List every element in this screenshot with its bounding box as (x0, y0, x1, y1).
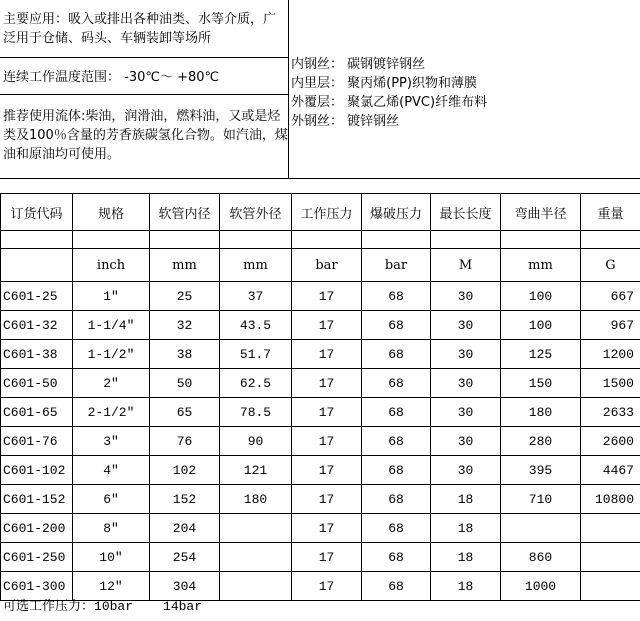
table-cell: 68 (362, 485, 431, 514)
unit-cell: M (431, 249, 501, 282)
table-row (1, 340, 640, 369)
table-cell: 68 (362, 311, 431, 340)
column-header: 软管外径 (220, 194, 292, 231)
table-cell: 12″ (73, 572, 150, 601)
table-cell: 18 (431, 543, 501, 572)
construction-item: 外钢丝： 镀锌钢丝 (291, 114, 400, 129)
table-cell: 32 (150, 311, 220, 340)
order-code-cell: C601-152 (1, 485, 73, 514)
order-code-cell: C601-200 (1, 514, 73, 543)
table-cell (581, 543, 640, 572)
spec-table (0, 193, 640, 601)
info-divider (0, 178, 640, 179)
table-cell: 395 (501, 456, 581, 485)
table-cell: 1″ (73, 282, 150, 311)
table-cell (501, 514, 581, 543)
table-cell: 68 (362, 514, 431, 543)
table-cell: 17 (292, 340, 362, 369)
table-row (1, 282, 640, 311)
table-cell: 3″ (73, 427, 150, 456)
column-header: 规格 (73, 194, 150, 231)
table-cell: 18 (431, 572, 501, 601)
table-cell: 10″ (73, 543, 150, 572)
table-row (1, 311, 640, 340)
table-cell: 18 (431, 485, 501, 514)
order-code-cell: C601-250 (1, 543, 73, 572)
table-cell: 967 (581, 311, 640, 340)
info-divider (0, 94, 288, 95)
table-cell: 1200 (581, 340, 640, 369)
table-cell: 17 (292, 572, 362, 601)
order-code-cell: C601-50 (1, 369, 73, 398)
table-cell: 38 (150, 340, 220, 369)
table-cell: 6″ (73, 485, 150, 514)
unit-cell: bar (292, 249, 362, 282)
column-header: 软管内径 (150, 194, 220, 231)
table-cell: 2633 (581, 398, 640, 427)
unit-cell: bar (362, 249, 431, 282)
order-code-cell: C601-76 (1, 427, 73, 456)
pressure-option: 14bar (163, 599, 203, 614)
table-header-row (1, 194, 640, 231)
order-code-cell: C601-102 (1, 456, 73, 485)
table-cell: 254 (150, 543, 220, 572)
table-cell: 51.7 (220, 340, 292, 369)
table-cell: 4467 (581, 456, 640, 485)
pressure-options (3, 595, 202, 614)
table-cell: 102 (150, 456, 220, 485)
application-text: 主要应用：吸入或排出各种油类、水等介质，广泛用于仓储、码头、车辆装卸等场所 (3, 12, 277, 46)
column-header: 爆破压力 (362, 194, 431, 231)
column-header: 重量 (581, 194, 640, 231)
order-code-cell: C601-32 (1, 311, 73, 340)
column-header: 弯曲半径 (501, 194, 581, 231)
table-cell: 17 (292, 427, 362, 456)
table-cell: 17 (292, 485, 362, 514)
table-cell: 667 (581, 282, 640, 311)
table-cell: 68 (362, 456, 431, 485)
table-cell: 65 (150, 398, 220, 427)
table-cell: 121 (220, 456, 292, 485)
construction-list (291, 55, 639, 131)
info-divider (0, 57, 288, 58)
unit-cell: mm (220, 249, 292, 282)
fluids-text: 推荐使用流体:柴油，润滑油，燃料油，又或是烃类及100％含量的芳香族碳氢化合物。如汽油，煤油和原油均可使用。 (3, 109, 288, 162)
table-cell: 30 (431, 456, 501, 485)
table-cell: 68 (362, 398, 431, 427)
table-row (1, 398, 640, 427)
table-cell (581, 572, 640, 601)
table-cell: 78.5 (220, 398, 292, 427)
table-cell: 150 (501, 369, 581, 398)
table-cell: 30 (431, 427, 501, 456)
table-row (1, 427, 640, 456)
unit-cell: inch (73, 249, 150, 282)
table-cell: 68 (362, 543, 431, 572)
table-cell: 8″ (73, 514, 150, 543)
table-cell: 68 (362, 572, 431, 601)
table-row (1, 543, 640, 572)
table-cell (220, 514, 292, 543)
order-code-cell: C601-300 (1, 572, 73, 601)
table-cell: 37 (220, 282, 292, 311)
table-cell (220, 543, 292, 572)
table-cell: 68 (362, 427, 431, 456)
table-cell: 17 (292, 514, 362, 543)
info-block (0, 0, 640, 178)
table-cell: 17 (292, 282, 362, 311)
construction-item: 外覆层： 聚氯乙烯(PVC)纤维布料 (291, 95, 488, 110)
temperature-text: 连续工作温度范围： -30℃～ +80℃ (3, 70, 220, 85)
table-cell: 17 (292, 369, 362, 398)
table-cell: 10800 (581, 485, 640, 514)
construction-item: 内钢丝： 碳钢镀锌钢丝 (291, 57, 426, 72)
table-cell: 17 (292, 456, 362, 485)
table-cell: 860 (501, 543, 581, 572)
table-cell: 2-1/2″ (73, 398, 150, 427)
table-cell: 2600 (581, 427, 640, 456)
unit-cell (1, 249, 73, 282)
table-row (1, 369, 640, 398)
unit-cell: mm (501, 249, 581, 282)
table-cell: 68 (362, 340, 431, 369)
column-header: 最长长度 (431, 194, 501, 231)
spacer-row (1, 231, 640, 249)
table-cell: 1-1/2″ (73, 340, 150, 369)
table-cell: 18 (431, 514, 501, 543)
table-cell: 30 (431, 282, 501, 311)
table-cell: 125 (501, 340, 581, 369)
table-cell: 90 (220, 427, 292, 456)
construction-item: 内里层： 聚丙烯(PP)织物和薄膜 (291, 76, 477, 91)
table-row (1, 514, 640, 543)
column-header: 订货代码 (1, 194, 73, 231)
order-code-cell: C601-65 (1, 398, 73, 427)
table-cell: 1500 (581, 369, 640, 398)
table-cell: 43.5 (220, 311, 292, 340)
table-cell: 25 (150, 282, 220, 311)
table-cell: 30 (431, 311, 501, 340)
table-cell: 100 (501, 311, 581, 340)
table-cell: 1-1/4″ (73, 311, 150, 340)
table-cell: 1000 (501, 572, 581, 601)
column-header: 工作压力 (292, 194, 362, 231)
table-cell: 62.5 (220, 369, 292, 398)
info-divider-vertical (288, 0, 289, 178)
table-cell: 4″ (73, 456, 150, 485)
order-code-cell: C601-38 (1, 340, 73, 369)
unit-cell: G (581, 249, 640, 282)
table-cell: 17 (292, 311, 362, 340)
table-cell: 30 (431, 398, 501, 427)
table-cell: 280 (501, 427, 581, 456)
table-cell: 180 (501, 398, 581, 427)
units-row (1, 249, 640, 282)
table-cell: 180 (220, 485, 292, 514)
table-row (1, 456, 640, 485)
table-cell: 68 (362, 369, 431, 398)
table-cell: 68 (362, 282, 431, 311)
table-cell: 152 (150, 485, 220, 514)
table-cell: 17 (292, 398, 362, 427)
pressure-options-label: 可选工作压力： (3, 599, 95, 614)
table-cell: 710 (501, 485, 581, 514)
table-cell: 76 (150, 427, 220, 456)
table-cell: 204 (150, 514, 220, 543)
table-row (1, 485, 640, 514)
table-cell: 2″ (73, 369, 150, 398)
unit-cell: mm (150, 249, 220, 282)
table-cell: 100 (501, 282, 581, 311)
table-cell (220, 572, 292, 601)
table-cell: 50 (150, 369, 220, 398)
table-cell: 17 (292, 543, 362, 572)
table-cell (581, 514, 640, 543)
table-cell: 30 (431, 369, 501, 398)
table-cell: 304 (150, 572, 220, 601)
table-cell: 30 (431, 340, 501, 369)
pressure-option: 10bar (94, 599, 134, 614)
order-code-cell: C601-25 (1, 282, 73, 311)
